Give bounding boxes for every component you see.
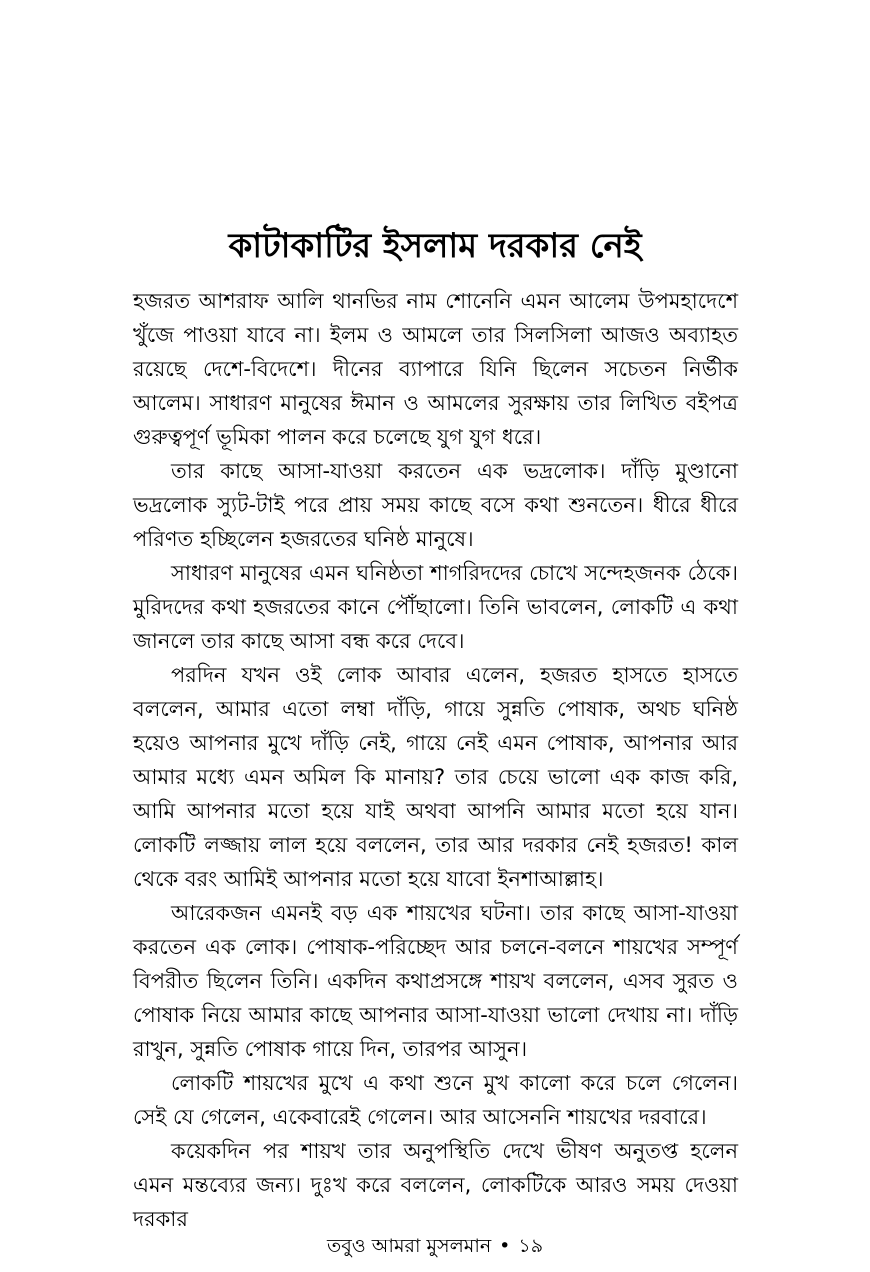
footer-separator: • (499, 1235, 511, 1257)
paragraph-5: আরেকজন এমনই বড় এক শায়খের ঘটনা। তার কাছে আসা-যাওয়া করতেন এক লোক। পোষাক-পরিচ্ছেদ আর চলনে-বলনে শায়খের সম্পূর্ণ বিপরীত ছিলেন তিনি। একদিন কথাপ্রসঙ্গে শায়খ বললেন, এসব সুরত ও পোষাক নিয়ে আমার কাছে আপনার আসা-যাওয়া ভালো দেখায় না। দাঁড়ি রাখুন, সুন্নতি পোষাক গায়ে দিন, তারপর আসুন। (133, 901, 738, 1061)
page-number: ১৯ (518, 1235, 544, 1257)
paragraph-7: কয়েকদিন পর শায়খ তার অনুপস্থিতি দেখে ভীষণ অনুতপ্ত হলেন এমন মন্তব্যের জন্য। দুঃখ করে বললেন, লোকটিকে আরও সময় দেওয়া দরকার (133, 1139, 738, 1231)
page-footer (0, 1232, 870, 1260)
paragraph-4: পরদিন যখন ওই লোক আবার এলেন, হজরত হাসতে হাসতে বললেন, আমার এতো লম্বা দাঁড়ি, গায়ে সুন্নতি পোষাক, অথচ ঘনিষ্ঠ হয়েও আপনার মুখে দাঁড়ি নেই, গায়ে নেই এমন পোষাক, আপনার আর আমার মধ্যে এমন অমিল কি মানায়? তার চেয়ে ভালো এক কাজ করি, আমি আপনার মতো হয়ে যাই অথবা আপনি আমার মতো হয়ে যান। লোকটি লজ্জায় লাল হয়ে বললেন, তার আর দরকার নেই হজরত! কাল থেকে বরং আমিই আপনার মতো হয়ে যাবো ইনশাআল্লাহ। (133, 663, 738, 891)
paragraph-2: তার কাছে আসা-যাওয়া করতেন এক ভদ্রলোক। দাঁড়ি মুণ্ডানো ভদ্রলোক স্যুট-টাই পরে প্রায় সময় কাছে বসে কথা শুনতেন। ধীরে ধীরে পরিণত হচ্ছিলেন হজরতের ঘনিষ্ঠ মানুষে। (133, 459, 738, 551)
paragraph-3: সাধারণ মানুষের এমন ঘনিষ্ঠতা শাগরিদদের চোখে সন্দেহজনক ঠেকে। মুরিদদের কথা হজরতের কানে পৌঁছালো। তিনি ভাবলেন, লোকটি এ কথা জানলে তার কাছে আসা বন্ধ করে দেবে। (133, 561, 738, 653)
paragraph-1: হজরত আশরাফ আলি থানভির নাম শোনেনি এমন আলেম উপমহাদেশে খুঁজে পাওয়া যাবে না। ইলম ও আমলে তার সিলসিলা আজও অব্যাহত রয়েছে দেশে-বিদেশে। দীনের ব্যাপারে যিনি ছিলেন সচেতন নির্ভীক আলেম। সাধারণ মানুষের ঈমান ও আমলের সুরক্ষায় তার লিখিত বইপত্র গুরুত্বপূর্ণ ভূমিকা পালন করে চলেছে যুগ যুগ ধরে। (133, 289, 738, 449)
footer-book-title: তবুও আমরা মুসলমান (326, 1235, 492, 1257)
body-text (133, 284, 738, 1236)
paragraph-6: লোকটি শায়খের মুখে এ কথা শুনে মুখ কালো করে চলে গেলেন। সেই যে গেলেন, একেবারেই গেলেন। আর আসেননি শায়খের দরবারে। (133, 1071, 738, 1129)
chapter-title: কাটাকাটির ইসলাম দরকার নেই (228, 226, 642, 266)
